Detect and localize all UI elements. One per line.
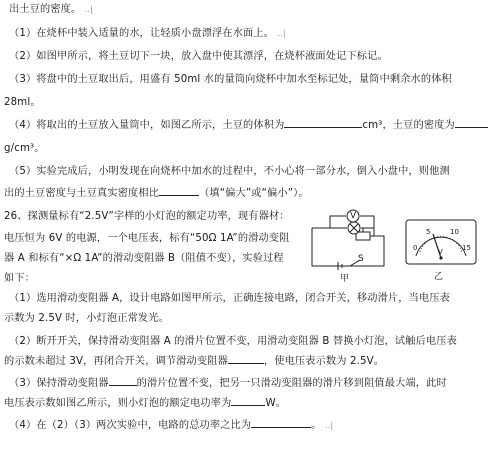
line-text: 的示数未超过 3V，再闭合开关，调节滑动变阻器 bbox=[4, 356, 228, 367]
line-text: 示数为 2.5V 时，小灯泡正常发光。 bbox=[4, 313, 169, 324]
figure-caption: 甲 bbox=[340, 274, 350, 284]
answer-blank bbox=[455, 127, 488, 128]
tick-label: 10 bbox=[450, 228, 459, 236]
text-line bbox=[4, 187, 309, 201]
line-text: （4）在（2）（3）两次实验中，电路的总功率之比为 bbox=[9, 420, 252, 431]
line-text: 的滑片位置不变，把另一只滑动变阻器的滑片移到阻值最大端，此时 bbox=[136, 378, 447, 389]
line-text: （填“偏大”或“偏小”）。 bbox=[199, 188, 309, 199]
text-line bbox=[4, 210, 290, 224]
text-line bbox=[9, 3, 93, 17]
answer-blank bbox=[228, 363, 264, 364]
line-text: 如下： bbox=[4, 273, 36, 284]
line-text: （2）如图甲所示，将土豆切下一块，放入盘中使其漂浮，在烧杯液面处记下标记。 bbox=[9, 51, 388, 62]
circuit-drawing bbox=[300, 206, 392, 284]
voltmeter-label: V bbox=[350, 211, 357, 221]
text-line bbox=[4, 355, 384, 369]
text-line bbox=[4, 232, 290, 246]
line-text: 出土豆的密度。 bbox=[9, 4, 82, 15]
text-line bbox=[4, 272, 35, 286]
line-text: （2）断开开关，保持滑动变阻器 A 的滑片位置不变，用滑动变阻器 B 替换小灯泡，试触后电压表 bbox=[9, 336, 457, 347]
tick-label: 15 bbox=[462, 244, 471, 252]
text-line bbox=[4, 312, 169, 326]
paragraph-mark: ..| bbox=[324, 421, 334, 430]
line-text: （1）在烧杯中装入适量的水，让轻质小盘漂浮在水面上。 bbox=[9, 28, 275, 39]
voltmeter-dial bbox=[404, 218, 480, 284]
text-line bbox=[4, 397, 286, 411]
answer-blank bbox=[231, 405, 265, 406]
line-text: cm³，土豆的密度为 bbox=[362, 120, 455, 131]
text-line bbox=[9, 335, 457, 349]
line-text: （4）将取出的土豆放入量筒中，如图乙所示，土豆的体积为 bbox=[9, 120, 285, 131]
paragraph-mark: ..| bbox=[277, 29, 286, 38]
tick-label: 5 bbox=[426, 228, 431, 236]
line-text: W。 bbox=[265, 398, 286, 409]
line-text: （3）将盘中的土豆取出后，用盛有 50ml 水的量筒向烧杯中加水至标记处，量筒中剩余水的体积 bbox=[9, 74, 452, 85]
line-text: 电压恒为 6V 的电源，一个电压表，标有“50Ω 1A”的滑动变阻 bbox=[4, 233, 290, 244]
text-line bbox=[9, 419, 333, 433]
line-text: 电压表示数如图乙所示，则小灯泡的额定电功率为 bbox=[4, 398, 232, 409]
unit-label: V bbox=[438, 248, 443, 256]
line-text: （5）实验完成后，小明发现在向烧杯中加水的过程中，不小心将一部分水，倒入小盘中，则他测 bbox=[9, 166, 450, 177]
line-text: g/cm³。 bbox=[4, 143, 45, 154]
text-line bbox=[4, 142, 45, 156]
text-line bbox=[9, 50, 388, 64]
text-line bbox=[4, 96, 41, 110]
circuit-diagram bbox=[300, 206, 392, 284]
answer-blank bbox=[251, 427, 311, 428]
line-text: ，使电压表示数为 2.5V。 bbox=[263, 356, 385, 367]
tick-label: 0 bbox=[413, 244, 418, 252]
line-text: 出的土豆密度与土豆真实密度相比 bbox=[4, 188, 160, 199]
line-text: （3）保持滑动变阻器 bbox=[9, 378, 109, 389]
paragraph-mark: ..| bbox=[84, 5, 93, 14]
figure-caption: 乙 bbox=[434, 272, 444, 282]
switch-label: S bbox=[358, 254, 364, 264]
text-line bbox=[4, 252, 284, 266]
text-line bbox=[9, 73, 452, 87]
text-line bbox=[9, 292, 450, 306]
answer-blank bbox=[284, 127, 362, 128]
line-text: 26、探测量标有“2.5V”字样的小灯泡的额定功率，现有器材： bbox=[4, 211, 290, 222]
line-text: 。 bbox=[311, 420, 322, 431]
line-text: 器 A 和标有“×Ω 1A”的滑动变阻器 B（阻值不变），实验过程 bbox=[4, 253, 284, 264]
text-line bbox=[9, 377, 447, 391]
line-text: （1）选用滑动变阻器 A，设计电路如图甲所示，正确连接电路，闭合开关，移动滑片，当电压表 bbox=[9, 293, 450, 304]
answer-blank bbox=[159, 195, 199, 196]
line-text: 28ml。 bbox=[4, 97, 41, 108]
answer-blank bbox=[109, 385, 137, 386]
text-line bbox=[9, 27, 286, 41]
text-line bbox=[9, 165, 450, 179]
text-line bbox=[9, 119, 488, 133]
